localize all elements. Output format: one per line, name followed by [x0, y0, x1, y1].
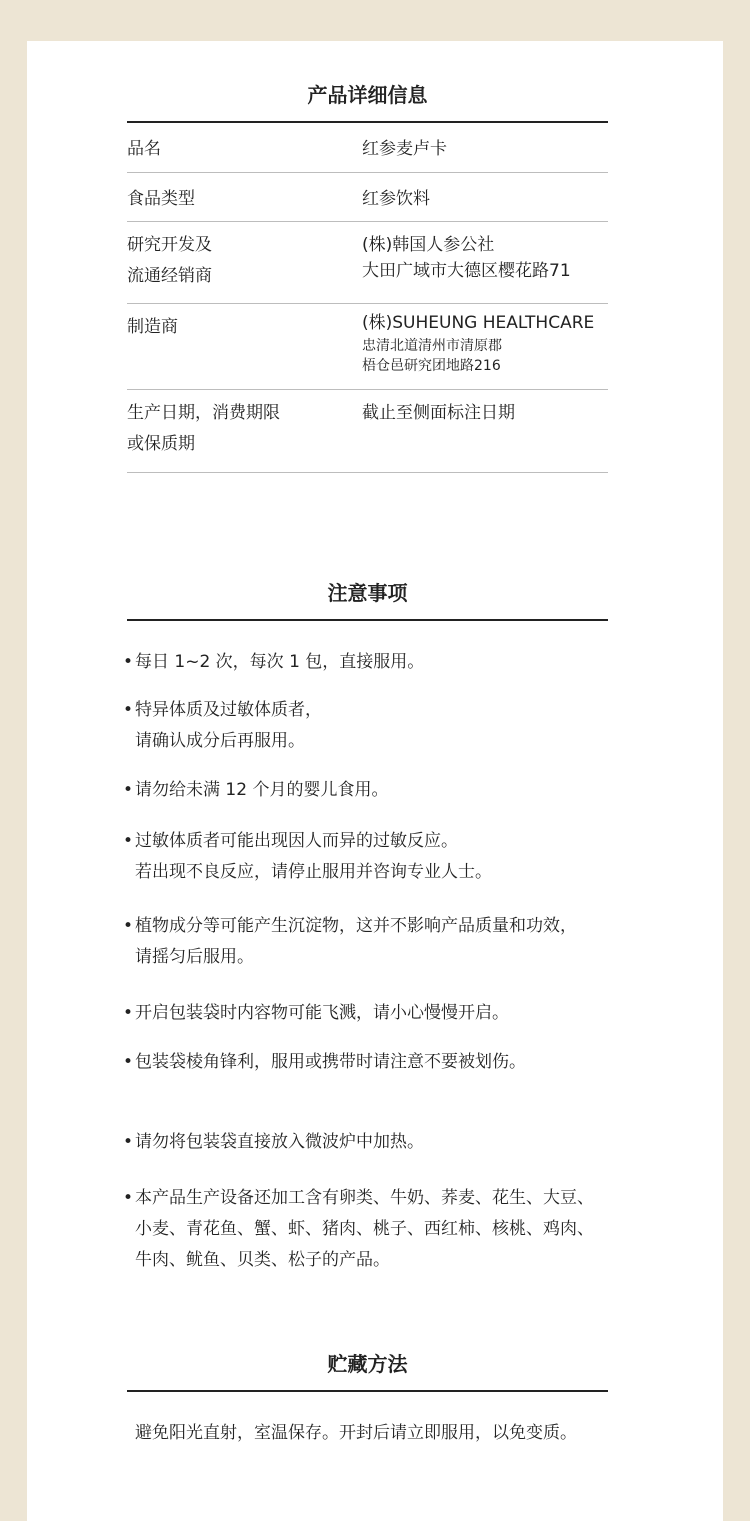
- row-value-detail: 梧仓邑研究团地路216: [362, 358, 501, 374]
- list-item-text: 小麦、青花鱼、蟹、虾、猪肉、桃子、西红柿、核桃、鸡肉、: [135, 1219, 594, 1239]
- row-value: 红参饮料: [362, 189, 430, 209]
- row-value: 大田广域市大德区樱花路71: [362, 261, 571, 281]
- bullet: •: [123, 780, 134, 800]
- list-item: [123, 1047, 663, 1078]
- precautions-title: 注意事项: [127, 579, 608, 621]
- row-label: 研究开发及: [127, 235, 212, 255]
- row-value: (株)韩国人参公社: [362, 235, 495, 255]
- list-item-text: 请摇匀后服用。: [135, 947, 254, 967]
- list-item-text: 包装袋棱角锋利，服用或携带时请注意不要被划伤。: [135, 1052, 526, 1072]
- row-label: 品名: [127, 139, 161, 159]
- row-value: (株)SUHEUNG HEALTHCARE: [362, 313, 595, 333]
- table-row: [127, 222, 608, 304]
- list-item-text: 本产品生产设备还加工含有卵类、牛奶、荞麦、花生、大豆、: [135, 1188, 594, 1208]
- table-row: [127, 304, 608, 390]
- storage-section: [127, 1350, 608, 1392]
- list-item-text: 植物成分等可能产生沉淀物，这并不影响产品质量和功效，: [135, 916, 577, 936]
- list-item: [123, 695, 663, 757]
- bullet: •: [123, 1052, 134, 1072]
- bullet: •: [123, 1188, 134, 1208]
- list-item-text: 特异体质及过敏体质者，: [135, 700, 322, 720]
- bullet: •: [123, 831, 134, 851]
- list-item: [123, 647, 663, 678]
- list-item-text: 请确认成分后再服用。: [135, 731, 305, 751]
- list-item: [123, 775, 663, 806]
- row-value: 红参麦卢卡: [362, 139, 447, 159]
- list-item-text: 开启包装袋时内容物可能飞溅，请小心慢慢开启。: [135, 1003, 509, 1023]
- list-item-text: 请勿给未满 12 个月的婴儿食用。: [135, 780, 389, 800]
- list-item: [123, 826, 663, 888]
- list-item: [123, 1127, 663, 1158]
- product-info-table: [127, 123, 608, 473]
- storage-title: 贮藏方法: [127, 1350, 608, 1392]
- bullet: •: [123, 1132, 134, 1152]
- row-value-detail: 忠清北道清州市清原郡: [362, 338, 502, 354]
- product-info-title: 产品详细信息: [127, 81, 608, 123]
- list-item: [123, 911, 663, 973]
- bullet: •: [123, 700, 134, 720]
- list-item-text: 牛肉、鱿鱼、贝类、松子的产品。: [135, 1250, 390, 1270]
- bullet: •: [123, 652, 134, 672]
- bullet: •: [123, 916, 134, 936]
- storage-text: [123, 1418, 663, 1449]
- list-item-text: 请勿将包装袋直接放入微波炉中加热。: [135, 1132, 424, 1152]
- list-item: [123, 1183, 663, 1276]
- storage-text-line: 避免阳光直射，室温保存。开封后请立即服用，以免变质。: [135, 1423, 577, 1443]
- table-row: [127, 390, 608, 473]
- bullet: •: [123, 1003, 134, 1023]
- row-label: 生产日期，消费期限: [127, 403, 280, 423]
- row-value: 截止至侧面标注日期: [362, 403, 515, 423]
- list-item: [123, 998, 663, 1029]
- list-item-text: 若出现不良反应，请停止服用并咨询专业人士。: [135, 862, 492, 882]
- precautions-section: [127, 579, 608, 621]
- content-card: [27, 41, 723, 1521]
- row-label: 或保质期: [127, 434, 195, 454]
- table-row: [127, 123, 608, 173]
- row-label: 食品类型: [127, 189, 195, 209]
- row-label: 流通经销商: [127, 266, 212, 286]
- list-item-text: 每日 1~2 次，每次 1 包，直接服用。: [135, 652, 425, 672]
- row-label: 制造商: [127, 317, 178, 337]
- product-info-section: [127, 81, 608, 473]
- table-row: [127, 173, 608, 222]
- list-item-text: 过敏体质者可能出现因人而异的过敏反应。: [135, 831, 458, 851]
